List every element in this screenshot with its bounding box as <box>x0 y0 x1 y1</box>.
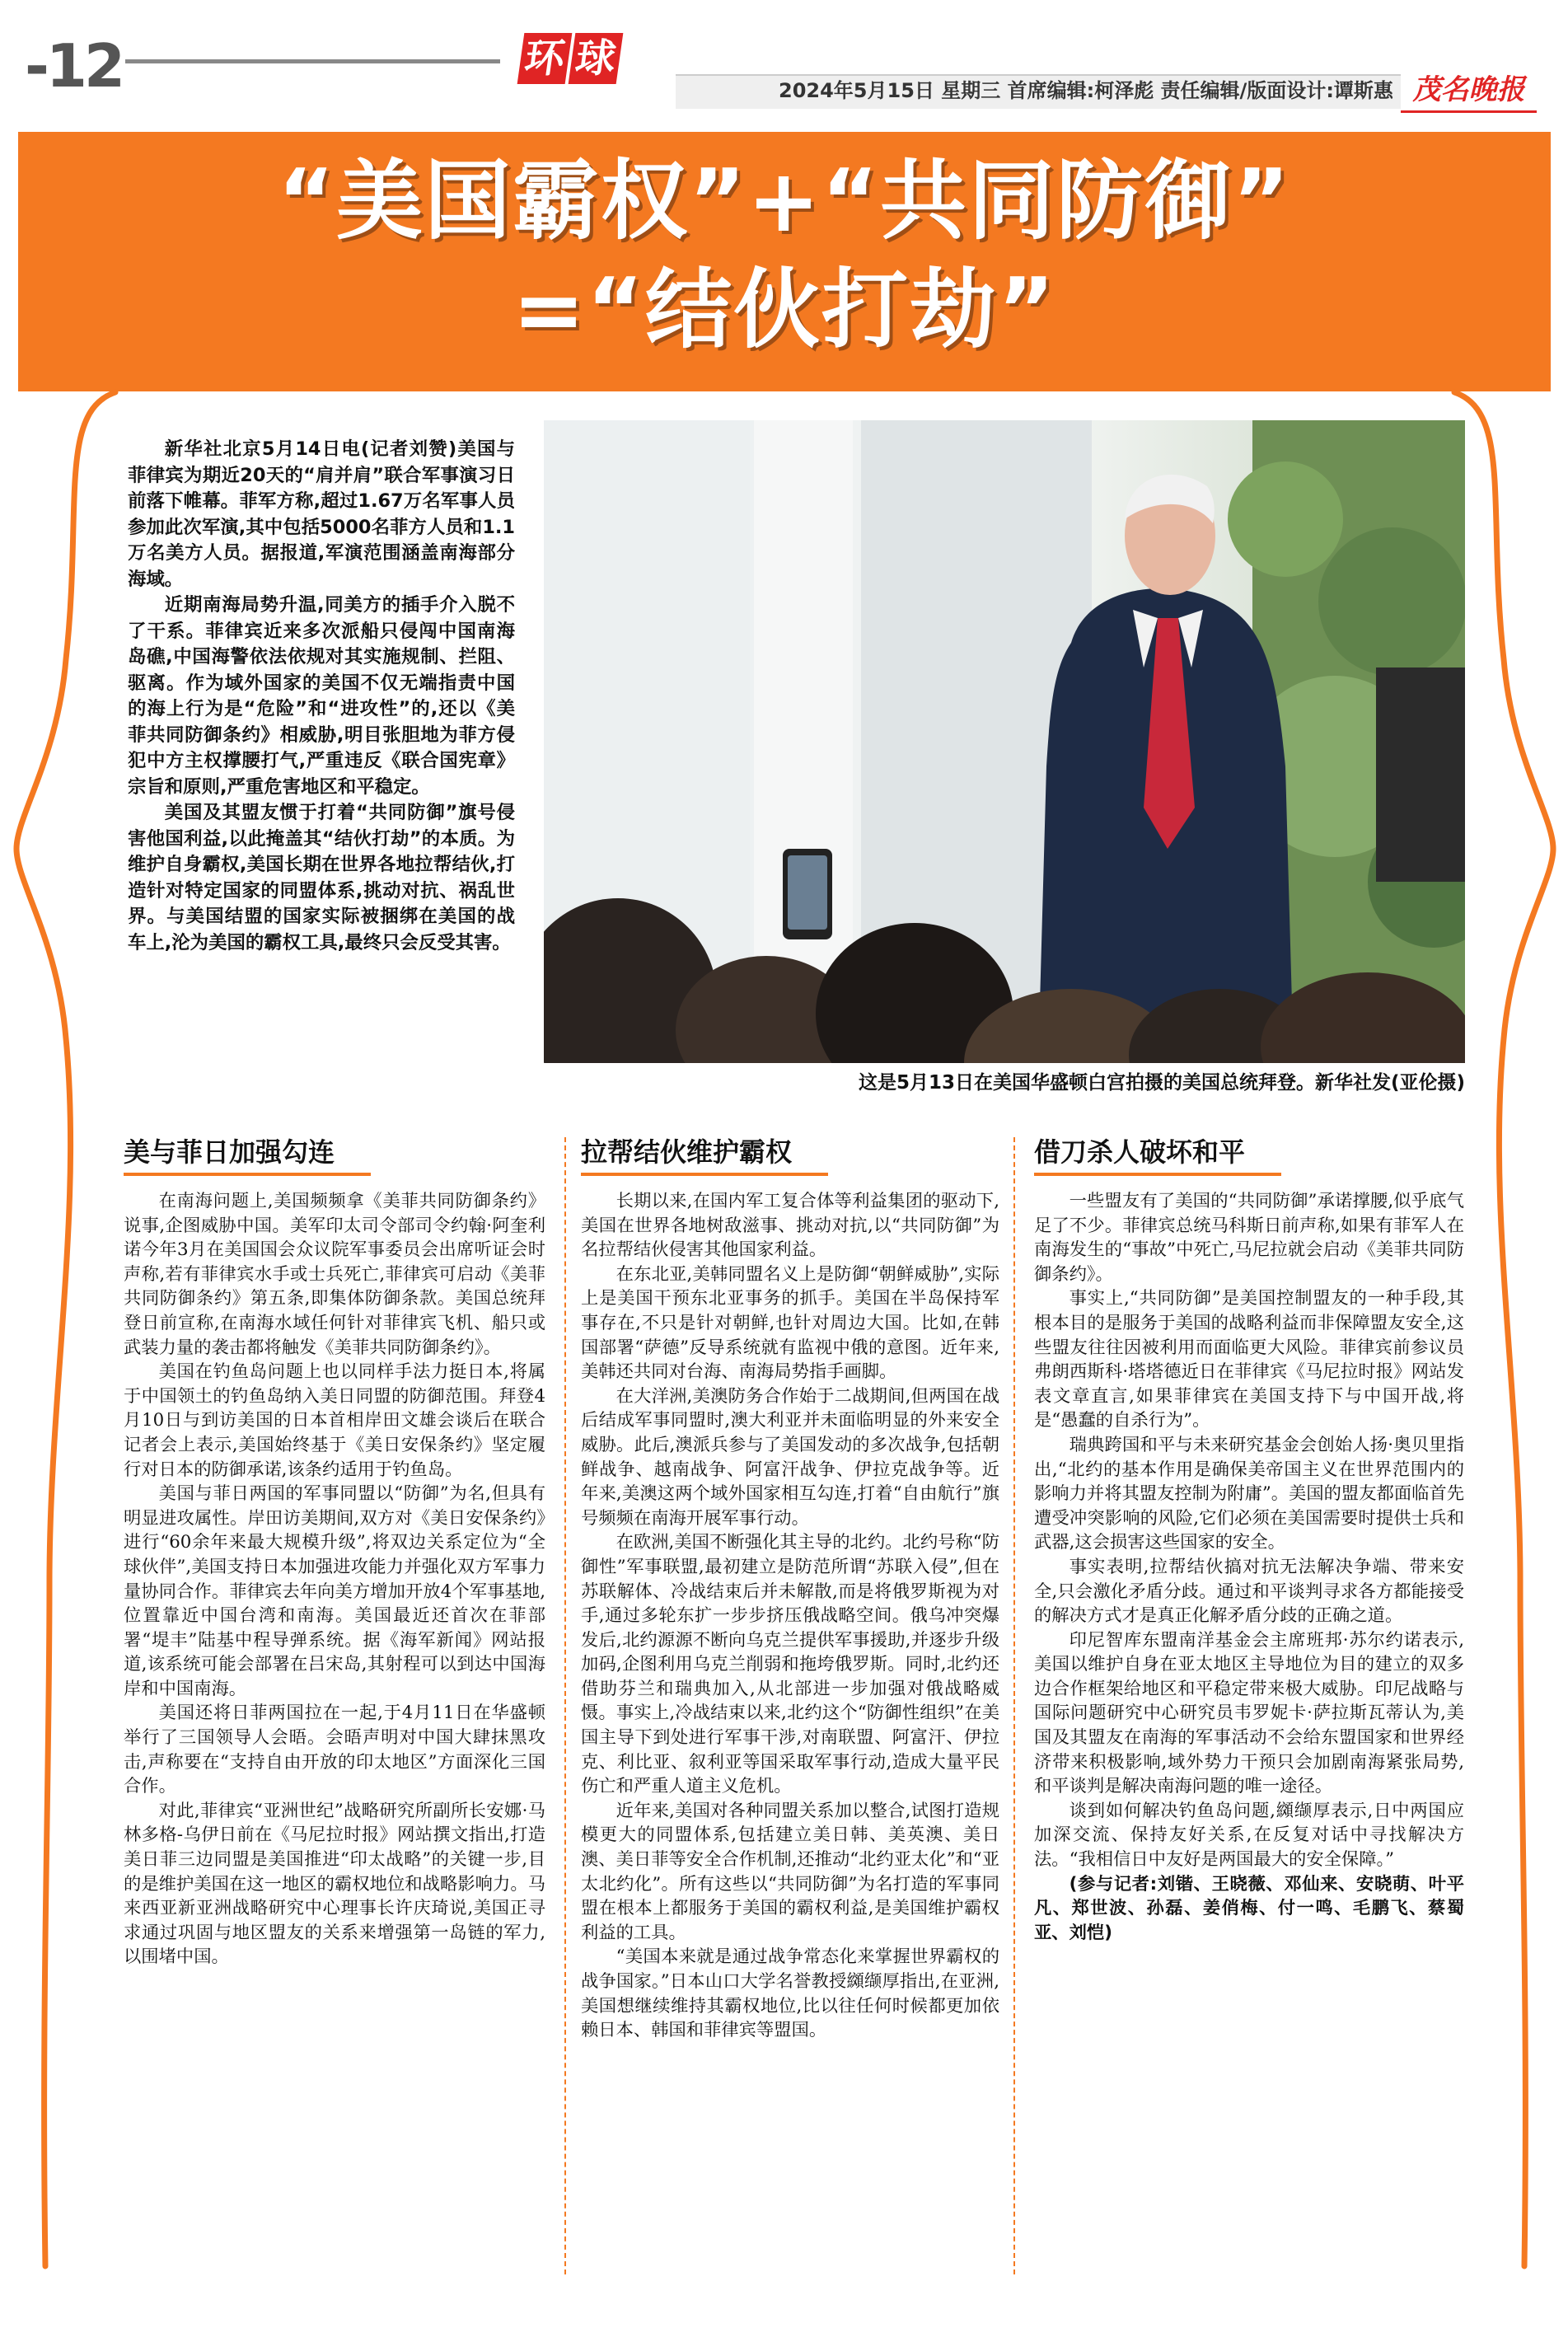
body-paragraph: 事实上,“共同防御”是美国控制盟友的一种手段,其根本目的是服务于美国的战略利益而非保障盟友安全,这些盟友往往因被利用而面临更大风险。菲律宾前参议员弗朗西斯科·塔塔德近日在菲律宾《马尼拉时报》网站发表文章直言,如果菲律宾在美国支持下与中国开战,将是“愚蠢的自杀行为”。 <box>1034 1288 1464 1431</box>
body-paragraph: 在南海问题上,美国频频拿《美菲共同防御条约》说事,企图威胁中国。美军印太司令部司令约翰·阿奎利诺今年3月在美国国会众议院军事委员会出席听证会时声称,若有菲律宾水手或士兵死亡,菲律宾可启动《美菲共同防御条约》第五条,即集体防御条款。美国总统拜登日前宣称,在南海水域任何针对菲律宾飞机、船只或武装力量的袭击都将触发《美菲共同防御条约》。 <box>124 1191 545 1358</box>
column-title <box>124 1133 545 1171</box>
body-paragraph: 美国还将日菲两国拉在一起,于4月11日在华盛顿举行了三国领导人会晤。会晤声明对中国大肆抹黑攻击,声称要在“支持自由开放的印太地区”方面深化三国合作。 <box>124 1703 545 1797</box>
title-underline <box>1034 1173 1281 1176</box>
body-paragraph: 在欧洲,美国不断强化其主导的北约。北约号称“防御性”军事联盟,最初建立是防范所谓“苏联入侵”,但在苏联解体、冷战结束后并未解散,而是将俄罗斯视为对手,通过多轮东扩一步步挤压俄战略空间。俄乌冲突爆发后,北约源源不断向乌克兰提供军事援助,并逐步升级加码,企图利用乌克兰削弱和拖垮俄罗斯。同时,北约还借助芬兰和瑞典加入,从北部进一步加强对俄战略威慑。事实上,冷战结束以来,北约这个“防御性组织”在美国主导下到处进行军事干涉,对南联盟、阿富汗、伊拉克、利比亚、叙利亚等国采取军事行动,造成大量平民伤亡和严重人道主义危机。 <box>581 1532 999 1797</box>
page-number: -12 <box>25 31 123 101</box>
newspaper-masthead: 茂名晚报 <box>1401 69 1537 113</box>
column-title-text: 美与菲日加强勾连 <box>124 1136 335 1168</box>
section-char-1: 环 <box>517 33 573 84</box>
body-paragraph: 谈到如何解决钓鱼岛问题,纐缬厚表示,日中两国应加深交流、保持友好关系,在反复对话中寻找解决方法。“我相信日中友好是两国最大的安全保障。” <box>1034 1800 1464 1871</box>
body-paragraph: 对此,菲律宾“亚洲世纪”战略研究所副所长安娜·马林多格-乌伊日前在《马尼拉时报》网站撰文指出,打造美日菲三边同盟是美国推进“印太战略”的关键一步,目的是维护美国在这一地区的霸权地位和战略影响力。马来西亚新亚洲战略研究中心理事长许庆琦说,美国正寻求通过巩固与地区盟友的关系来增强第一岛链的军力,以围堵中国。 <box>124 1800 545 1968</box>
headline-line-1: “美国霸权”+“共同防御” <box>277 151 1291 251</box>
lead-article <box>128 437 515 956</box>
body-paragraph: 印尼智库东盟南洋基金会主席班邦·苏尔约诺表示,美国以维护自身在亚太地区主导地位为目的建立的双多边合作框架给地区和平稳定带来极大威胁。印尼战略与国际问题研究中心研究员韦罗妮卡·萨拉斯瓦蒂认为,美国及其盟友在南海的军事活动不会给东盟国家和世界经济带来积极影响,域外势力干预只会加剧南海紧张局势,和平谈判是解决南海问题的唯一途径。 <box>1034 1629 1464 1797</box>
article-column-2 <box>581 1133 999 2043</box>
photo-illustration <box>544 420 1465 1063</box>
column-divider <box>564 1137 566 2274</box>
title-underline <box>581 1173 828 1176</box>
body-paragraph: 在大洋洲,美澳防务合作始于二战期间,但两国在战后结成军事同盟时,澳大利亚并未面临明显的外来安全威胁。此后,澳派兵参与了美国发动的多次战争,包括朝鲜战争、越南战争、阿富汗战争、伊拉克战争等。近年来,美澳这两个域外国家相互勾连,打着“自由航行”旗号频频在南海开展军事行动。 <box>581 1385 999 1529</box>
body-paragraph: 事实表明,拉帮结伙搞对抗无法解决争端、带来安全,只会激化矛盾分歧。通过和平谈判寻求各方都能接受的解决方式才是真正化解矛盾分歧的正确之道。 <box>1034 1556 1464 1627</box>
header-rule <box>125 59 500 63</box>
column-title <box>581 1133 999 1171</box>
column-title <box>1034 1133 1464 1171</box>
lead-paragraph: 美国及其盟友惯于打着“共同防御”旗号侵害他国利益,以此掩盖其“结伙打劫”的本质。为维护自身霸权,美国长期在世界各地拉帮结伙,打造针对特定国家的同盟体系,挑动对抗、祸乱世界。与美国结盟的国家实际被捆绑在美国的战车上,沦为美国的霸权工具,最终只会反受其害。 <box>128 802 515 953</box>
section-tag <box>521 33 620 84</box>
body-paragraph: 瑞典跨国和平与未来研究基金会创始人扬·奥贝里指出,“北约的基本作用是确保美帝国主义在世界范围内的影响力并将其盟友控制为附庸”。美国的盟友都面临首先遭受冲突影响的风险,它们必须在美国需要时提供士兵和武器,这会损害这些国家的安全。 <box>1034 1434 1465 1553</box>
column-body <box>581 1189 999 2043</box>
body-paragraph: 美国与菲日两国的军事同盟以“防御”为名,但具有明显进攻属性。岸田访美期间,双方对《美日安保条约》进行“60余年来最大规模升级”,将双边关系定位为“全球伙伴”,美国支持日本加强进攻能力并强化双方军事力量协同合作。菲律宾去年向美方增加开放4个军事基地,位置靠近中国台湾和南海。美国最近还首次在菲部署“堤丰”陆基中程导弹系统。据《海军新闻》网站报道,该系统可能会部署在吕宋岛,其射程可以到达中国海岸和中国南海。 <box>124 1483 545 1699</box>
body-paragraph: 近年来,美国对各种同盟关系加以整合,试图打造规模更大的同盟体系,包括建立美日韩、美英澳、美日澳、美日菲等安全合作机制,还推动“北约亚太化”和“亚太北约化”。所有这些以“共同防御”为名打造的军事同盟在根本上都服务于美国的霸权利益,是美国维护霸权利益的工具。 <box>581 1800 999 1943</box>
body-paragraph: “美国本来就是通过战争常态化来掌握世界霸权的战争国家。”日本山口大学名誉教授纐缬厚指出,在亚洲,美国想继续维持其霸权地位,比以往任何时候都更加依赖日本、韩国和菲律宾等盟国。 <box>581 1946 999 2041</box>
body-paragraph: 一些盟友有了美国的“共同防御”承诺撑腰,似乎底气足了不少。菲律宾总统马科斯日前声称,如果有菲军人在南海发生的“事故”中死亡,马尼拉就会启动《美菲共同防御条约》。 <box>1034 1191 1464 1285</box>
news-photo <box>544 420 1465 1063</box>
body-paragraph: 美国在钓鱼岛问题上也以同样手法力挺日本,将属于中国领土的钓鱼岛纳入美日同盟的防御范围。拜登4月10日与到访美国的日本首相岸田文雄会谈后在联合记者会上表示,美国始终基于《美日安保条约》坚定履行对日本的防御承诺,该条约适用于钓鱼岛。 <box>124 1361 545 1480</box>
issue-meta: 2024年5月15日 星期三 首席编辑:柯泽彪 责任编辑/版面设计:谭斯惠 <box>779 79 1393 102</box>
body-paragraph: 长期以来,在国内军工复合体等利益集团的驱动下,美国在世界各地树敌滋事、挑动对抗,以“共同防御”为名拉帮结伙侵害其他国家利益。 <box>581 1191 999 1261</box>
column-title-text: 拉帮结伙维护霸权 <box>581 1136 793 1168</box>
column-divider <box>1013 1137 1015 2274</box>
article-column-1 <box>124 1133 545 1970</box>
title-underline <box>124 1173 371 1176</box>
lead-paragraph: 近期南海局势升温,同美方的插手介入脱不了干系。菲律宾近来多次派船只侵闯中国南海岛礁,中国海警依法依规对其实施规制、拦阻、驱离。作为域外国家的美国不仅无端指责中国的海上行为是“危险”和“进攻性”的,还以《美菲共同防御条约》相威胁,明目张胆地为菲方侵犯中方主权撑腰打气,严重违反《联合国宪章》宗旨和原则,严重危害地区和平稳定。 <box>128 594 515 798</box>
column-body <box>124 1189 545 1970</box>
page-headline <box>18 147 1551 364</box>
lead-paragraph: 新华社北京5月14日电(记者刘赞)美国与菲律宾为期近20天的“肩并肩”联合军事演习日前落下帷幕。菲军方称,超过1.67万名军事人员参加此次军演,其中包括5000名菲方人员和1.1万名美方人员。据报道,军演范围涵盖南海部分海域。 <box>128 438 515 590</box>
section-char-2: 球 <box>569 33 624 84</box>
photo-caption: 这是5月13日在美国华盛顿白宫拍摄的美国总统拜登。新华社发(亚伦摄) <box>858 1072 1465 1094</box>
article-column-3 <box>1034 1133 1464 1945</box>
body-paragraph: 在东北亚,美韩同盟名义上是防御“朝鲜威胁”,实际上是美国干预东北亚事务的抓手。美国在半岛保持军事存在,不只是针对朝鲜,也针对周边大国。比如,在韩国部署“萨德”反导系统就有监视中俄的意图。近年来,美韩还共同对台海、南海局势指手画脚。 <box>581 1263 999 1383</box>
column-body <box>1034 1189 1464 1945</box>
column-title-text: 借刀杀人破坏和平 <box>1034 1136 1246 1168</box>
headline-line-2: =“结伙打劫” <box>513 260 1056 360</box>
reporter-credits: (参与记者:刘锴、王晓薇、邓仙来、安晓萌、叶平凡、郑世波、孙磊、姜俏梅、付一鸣、毛鹏飞、蔡蜀亚、刘恺) <box>1034 1873 1464 1943</box>
